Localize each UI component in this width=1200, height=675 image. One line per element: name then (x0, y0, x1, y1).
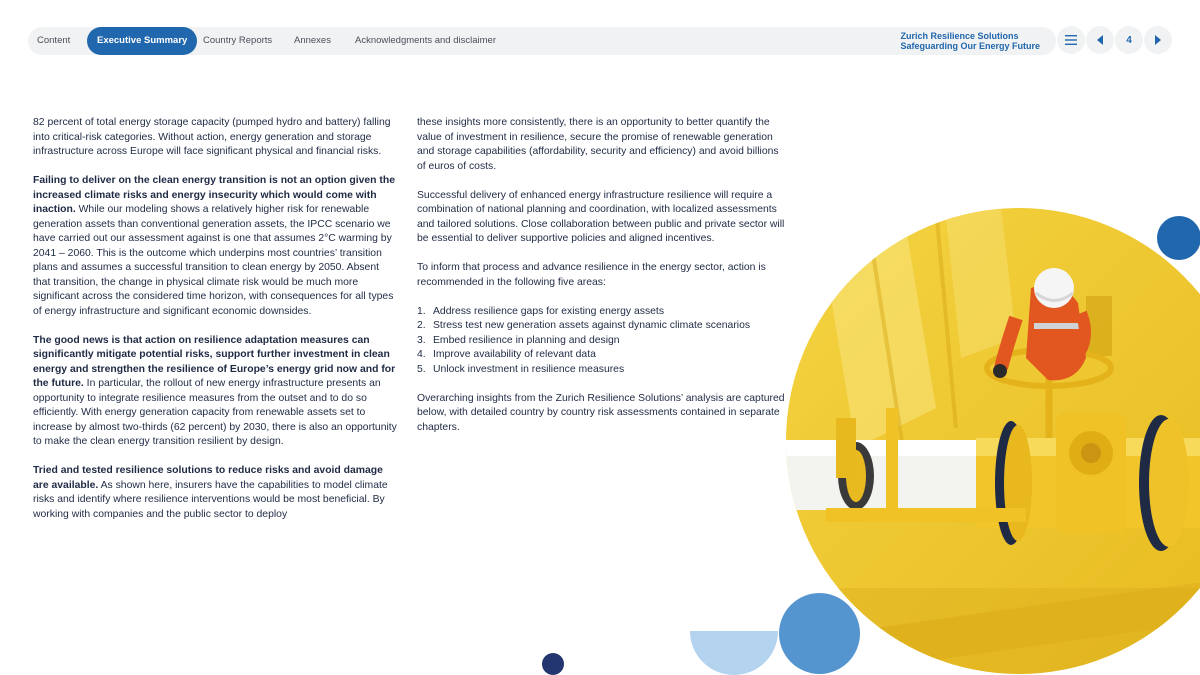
action-list (417, 305, 785, 378)
paragraph-insights: these insights more consistently, there is an opportunity to better quantify the value of investment in resilience, secure the promise of renewable generation and storage capabilities (affordability, security and efficiency) and avoid billions of euros of costs. (417, 117, 779, 172)
list-text: Unlock investment in resilience measures (433, 363, 625, 375)
list-text: Address resilience gaps for existing energy assets (433, 305, 665, 317)
tab-annexes[interactable]: Annexes (294, 35, 331, 46)
list-number: 1. (417, 305, 426, 317)
list-item (417, 334, 785, 349)
caret-left-icon (1096, 35, 1104, 45)
menu-button[interactable] (1057, 26, 1085, 54)
paragraph-transition-body: While our modeling shows a relatively higher risk for renewable generation assets than conventional generation assets, the IPCC scenario we have carried out our assessment against is one that assumes 2°C warming by 2041 – 2060. This is the outcome which underpins most countries’ transition plans and assumes a successful transition to clean energy by 2050. Absent that transition, the change in physical climate risk would be much more significant across the considered time horizon, with consequences for all types of energy infrastructure and significant economic downsides. (33, 204, 394, 317)
list-text: Improve availability of relevant data (433, 349, 596, 360)
right-text-column (417, 116, 785, 450)
paragraph-good-news (33, 334, 397, 450)
decorative-dot-navy (542, 653, 564, 675)
page-number: 4 (1126, 34, 1132, 46)
list-item (417, 363, 785, 378)
tab-acknowledgments[interactable]: Acknowledgments and disclaimer (355, 35, 496, 46)
bold-lead-solutions: Tried and tested resilience solutions to reduce risks and avoid damage are available. (33, 465, 383, 491)
list-text: Embed resilience in planning and design (433, 334, 620, 346)
paragraph-delivery: Successful delivery of enhanced energy infrastructure resilience will require a combination of national planning and coordination, with localized assessments and tailored solutions. Close collaboration between public and private sector will be essential to deliver supportive policies and aligned incentives. (417, 189, 785, 244)
paragraph-storage-risk: 82 percent of total energy storage capacity (pumped hydro and battery) falling into critical-risk categories. Without action, energy generation and storage infrastructure across Europe will face significant physical and financial risks. (33, 117, 391, 157)
caret-right-icon (1154, 35, 1162, 45)
next-page-button[interactable] (1144, 26, 1172, 54)
paragraph-solutions (33, 464, 397, 522)
tab-executive-summary[interactable]: Executive Summary (87, 27, 197, 55)
tab-content[interactable]: Content (37, 35, 71, 46)
menu-icon (1065, 35, 1077, 45)
report-brand (900, 31, 1040, 51)
list-number: 5. (417, 363, 426, 375)
brand-line-1: Zurich Resilience Solutions (900, 31, 1019, 41)
list-number: 4. (417, 349, 426, 360)
list-item (417, 305, 785, 320)
decorative-half-circle-light-blue (690, 631, 778, 675)
top-navigation-bar (28, 27, 1056, 55)
decorative-circle-mid-blue (779, 593, 860, 674)
paragraph-recommendation-intro: To inform that process and advance resilience in the energy sector, action is recommended in the following five areas: (417, 262, 766, 288)
previous-page-button[interactable] (1086, 26, 1114, 54)
list-item (417, 319, 785, 334)
page-number-indicator (1115, 26, 1143, 54)
paragraph-transition (33, 174, 397, 319)
tab-country-reports[interactable]: Country Reports (203, 35, 273, 46)
brand-line-2: Safeguarding Our Energy Future (900, 41, 1040, 51)
list-number: 3. (417, 334, 426, 346)
list-item (417, 348, 785, 363)
paragraph-good-news-body: In particular, the rollout of new energy infrastructure presents an opportunity to integrate resilience measures from the outset and to do so efficiently. With energy generation capacity from renewable assets set to increase by almost two-thirds (62 percent) by 2030, there is also an opportunity to make the clean energy transition resilient by design. (33, 378, 397, 447)
paragraph-overarching: Overarching insights from the Zurich Resilience Solutions’ analysis are captured below, with detailed country by country risk assessments contained in separate chapters. (417, 392, 785, 433)
decorative-circle-blue (1157, 216, 1200, 260)
list-text: Stress test new generation assets against dynamic climate scenarios (433, 320, 751, 331)
bold-lead-good-news: The good news is that action on resilience adaptation measures can significantly mitigate potential risks, support further investment in clean energy and strengthen the resilience of Europe’s energy grid now and for the future. (33, 334, 396, 389)
bold-lead-transition: Failing to deliver on the clean energy transition is not an option given the increased climate risks and energy insecurity which would come with inaction. (33, 175, 395, 215)
paragraph-solutions-body: As shown here, insurers have the capabilities to model climate risks and identify where resilience interventions would be most beneficial. By working with companies and the public sector to deploy (33, 479, 388, 520)
list-number: 2. (417, 320, 426, 331)
left-text-column (33, 116, 397, 537)
